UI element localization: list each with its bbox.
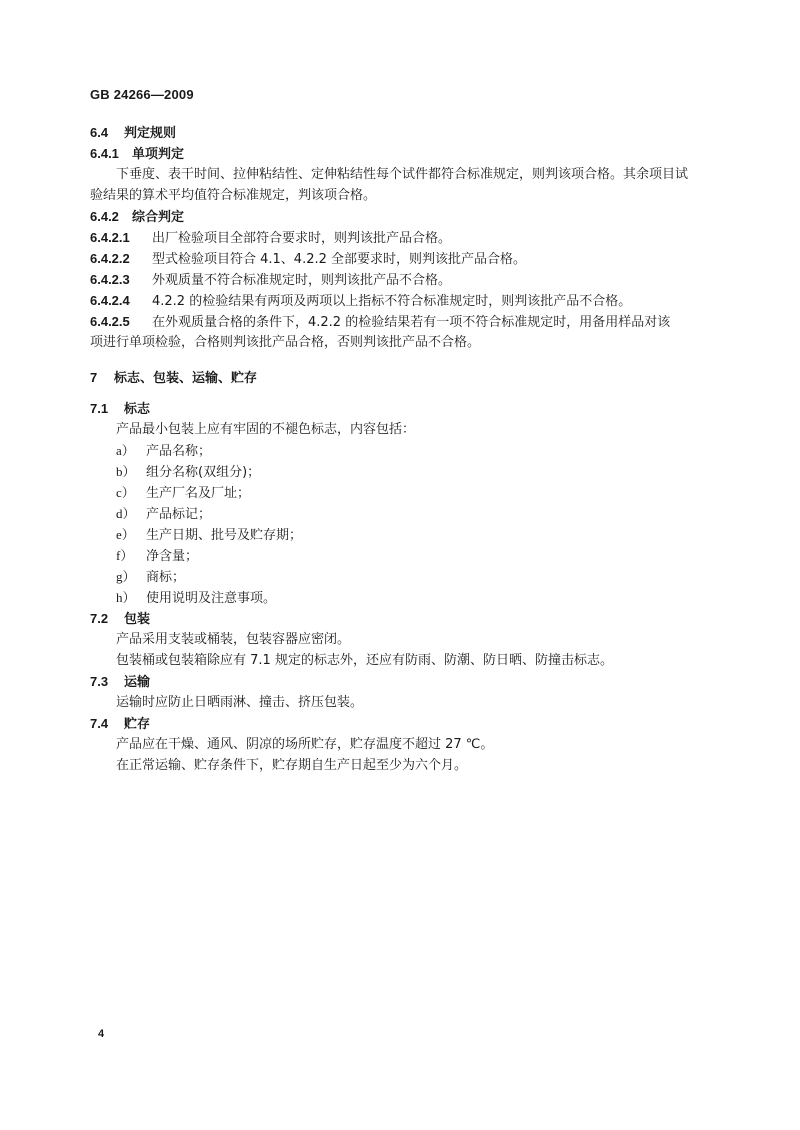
section-number: 7.2 — [90, 611, 109, 626]
list-marker: g） — [116, 569, 136, 584]
list-marker: e） — [116, 527, 135, 542]
paragraph-line: 包装桶或包装箱除应有 7.1 规定的标志外，还应有防雨、防潮、防日晒、防撞击标志。 — [116, 653, 613, 668]
paragraph-line: 下垂度、表干时间、拉伸粘结性、定伸粘结性每个试件都符合标准规定，则判该项合格。其余项目试 — [116, 167, 689, 182]
section-number: 7.3 — [90, 674, 109, 689]
list-item — [90, 440, 710, 461]
list-item — [90, 461, 710, 482]
clause-number: 6.4.2.4 — [90, 293, 130, 308]
paragraph-line: 验结果的算术平均值符合标准规定，判该项合格。 — [90, 188, 377, 203]
list-item-text: 生产日期、批号及贮存期； — [146, 528, 303, 543]
section-title: 标志 — [124, 402, 151, 417]
list-item-text: 使用说明及注意事项。 — [146, 591, 277, 606]
list-marker: b） — [116, 464, 136, 479]
clause-6-4-2-5 — [90, 311, 710, 332]
heading-7-4 — [90, 713, 710, 734]
clause-number: 6.4.2.2 — [90, 251, 130, 266]
standard-code-header: GB 24266—2009 — [90, 87, 194, 102]
list-marker: h） — [116, 590, 136, 605]
section-title: 包装 — [124, 612, 151, 627]
heading-7-1 — [90, 398, 710, 419]
section-title: 判定规则 — [124, 126, 177, 141]
paragraph-line: 运输时应防止日晒雨淋、撞击、挤压包装。 — [116, 695, 364, 710]
clause-text: 外观质量不符合标准规定时，则判该批产品不合格。 — [152, 273, 452, 288]
clause-6-4-2-3 — [90, 269, 710, 290]
clause-text: 出厂检验项目全部符合要求时，则判该批产品合格。 — [152, 231, 452, 246]
clause-number: 6.4.2.5 — [90, 314, 130, 329]
paragraph-line: 项进行单项检验，合格则判该批产品合格，否则判该批产品不合格。 — [90, 335, 481, 350]
heading-6-4 — [90, 122, 710, 143]
section-title: 单项判定 — [132, 147, 185, 162]
paragraph-line: 产品采用支装或桶装，包装容器应密闭。 — [116, 632, 351, 647]
list-item-text: 产品名称； — [146, 444, 212, 459]
heading-7-2 — [90, 608, 710, 629]
paragraph-line: 在正常运输、贮存条件下，贮存期自生产日起至少为六个月。 — [116, 758, 468, 773]
heading-7-3 — [90, 671, 710, 692]
clause-6-4-2-4 — [90, 290, 710, 311]
section-title: 贮存 — [124, 717, 151, 732]
clause-6-4-2-2 — [90, 248, 710, 269]
list-item-text: 生产厂名及厂址； — [146, 486, 251, 501]
clause-number: 6.4.2.3 — [90, 272, 130, 287]
clause-number: 6.4.2.1 — [90, 230, 130, 245]
list-item — [90, 482, 710, 503]
list-marker: c） — [116, 485, 135, 500]
section-title: 标志、包装、运输、贮存 — [114, 371, 258, 386]
heading-6-4-1 — [90, 143, 710, 164]
list-item — [90, 545, 710, 566]
list-item-text: 组分名称(双组分)； — [146, 465, 261, 480]
list-item-text: 净含量； — [146, 549, 199, 564]
clause-text: 型式检验项目符合 4.1、4.2.2 全部要求时，则判该批产品合格。 — [152, 252, 527, 267]
list-item — [90, 587, 710, 608]
list-marker: a） — [116, 443, 135, 458]
section-number: 6.4 — [90, 125, 109, 140]
clause-text: 在外观质量合格的条件下，4.2.2 的检验结果若有一项不符合标准规定时，用备用样品对该 — [152, 315, 671, 330]
list-marker: d） — [116, 506, 136, 521]
list-item-text: 产品标记； — [146, 507, 212, 522]
document-body — [90, 122, 710, 776]
section-title: 运输 — [124, 675, 151, 690]
list-item — [90, 503, 710, 524]
page-number: 4 — [98, 1028, 105, 1040]
section-number: 6.4.1 — [90, 146, 119, 161]
section-number: 7 — [90, 370, 98, 385]
heading-6-4-2 — [90, 206, 710, 227]
clause-text: 4.2.2 的检验结果有两项及两项以上指标不符合标准规定时，则判该批产品不合格。 — [152, 294, 632, 309]
section-title: 综合判定 — [132, 210, 185, 225]
list-marker: f） — [116, 548, 134, 563]
section-number: 7.4 — [90, 716, 109, 731]
list-item — [90, 566, 710, 587]
heading-7 — [90, 367, 710, 388]
paragraph-line: 产品应在干燥、通风、阴凉的场所贮存，贮存温度不超过 27 ℃。 — [116, 737, 494, 752]
list-item — [90, 524, 710, 545]
section-number: 7.1 — [90, 401, 109, 416]
paragraph-line: 产品最小包装上应有牢固的不褪色标志，内容包括： — [116, 422, 416, 437]
section-number: 6.4.2 — [90, 209, 119, 224]
clause-6-4-2-1 — [90, 227, 710, 248]
list-item-text: 商标； — [146, 570, 186, 585]
